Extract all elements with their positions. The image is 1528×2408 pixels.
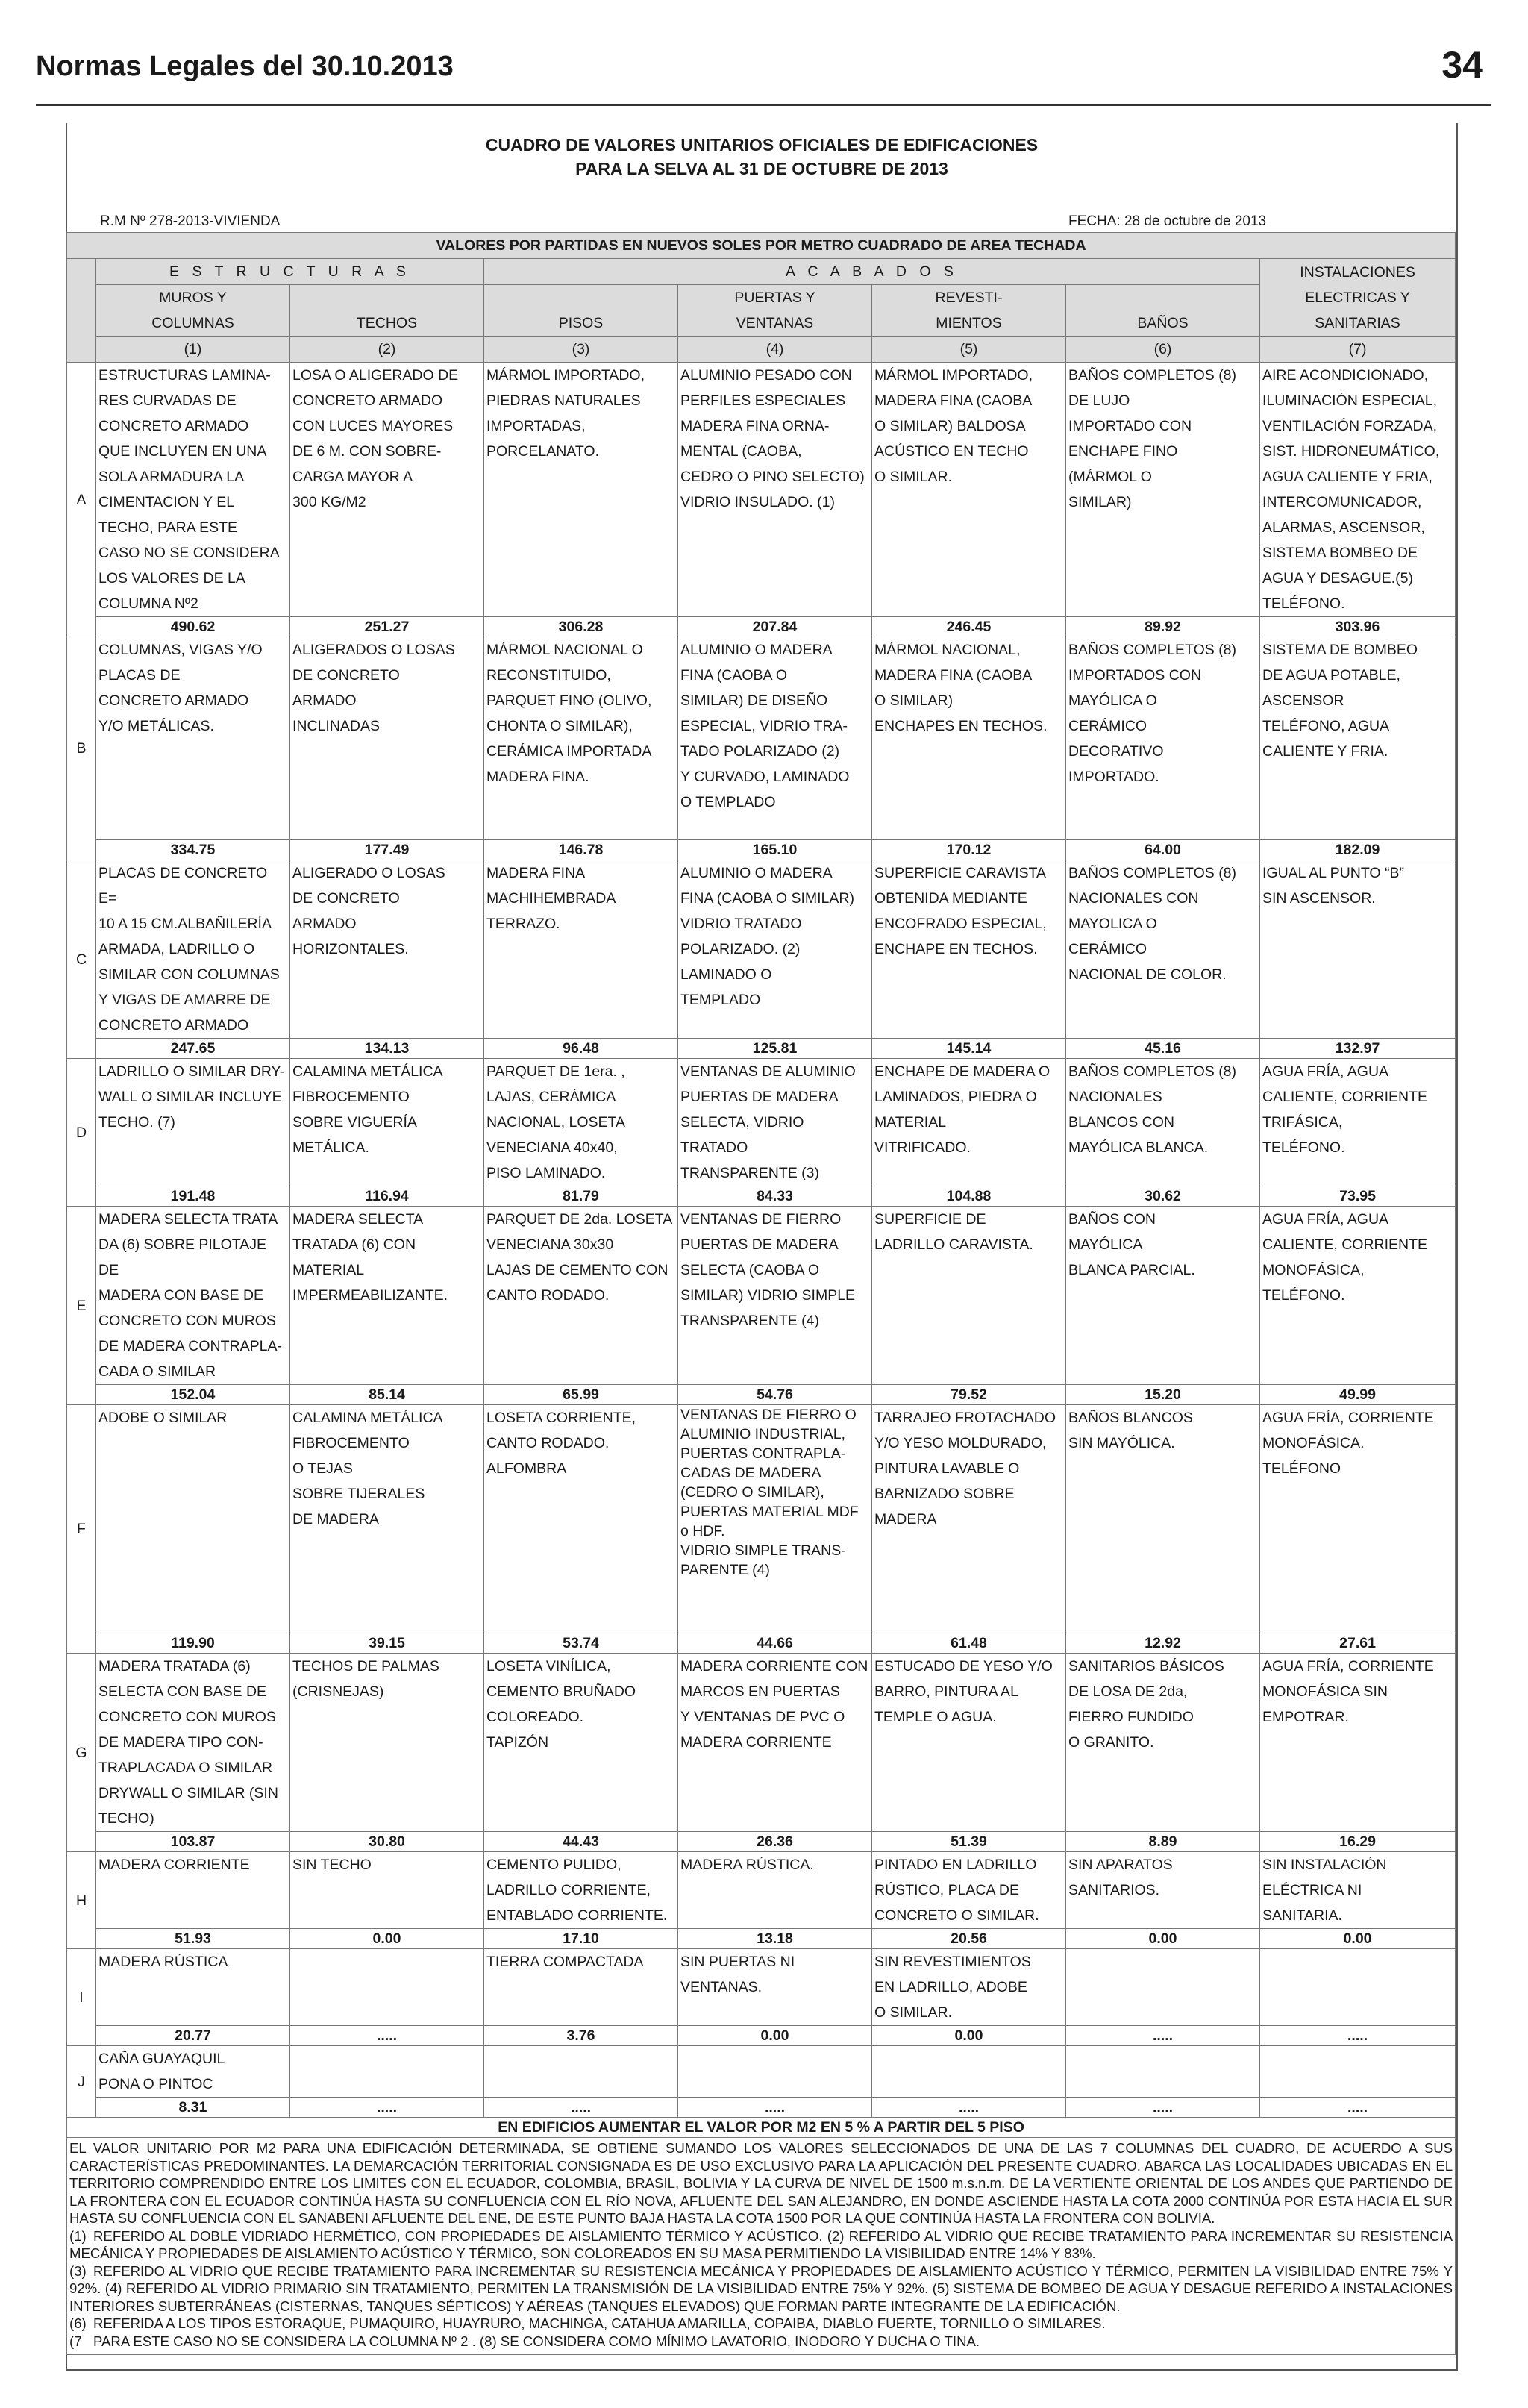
description-cell: LOSETA VINÍLICA, CEMENTO BRUÑADO COLOREADO. TAPIZÓN [484, 1654, 678, 1832]
description-cell [872, 2046, 1066, 2098]
category-letter: B [67, 637, 96, 860]
description-cell: MÁRMOL IMPORTADO, PIEDRAS NATURALES IMPORTADAS, PORCELANATO. [484, 363, 678, 617]
table-title [66, 133, 1458, 181]
description-cell: MADERA CORRIENTE [96, 1852, 290, 1929]
value-cell: 152.04 [96, 1385, 290, 1405]
footnote [69, 2262, 1453, 2315]
description-cell: ESTUCADO DE YESO Y/O BARRO, PINTURA AL TEMPLE O AGUA. [872, 1654, 1066, 1832]
column-header-1: MUROS Y COLUMNAS [96, 285, 290, 337]
column-number-3: (3) [484, 337, 678, 363]
value-row [67, 840, 1456, 860]
description-cell: VENTANAS DE ALUMINIO PUERTAS DE MADERA SELECTA, VIDRIO TRATADO TRANSPARENTE (3) [678, 1059, 872, 1186]
description-cell: ENCHAPE DE MADERA O LAMINADOS, PIEDRA O MATERIAL VITRIFICADO. [872, 1059, 1066, 1186]
value-cell: 0.00 [872, 2026, 1066, 2046]
category-row [67, 1852, 1456, 1929]
column-number-1: (1) [96, 337, 290, 363]
value-cell: 96.48 [484, 1039, 678, 1059]
description-cell: MÁRMOL NACIONAL O RECONSTITUIDO, PARQUET FINO (OLIVO, CHONTA O SIMILAR), CERÁMICA IMPORTADA MADERA FINA. [484, 637, 678, 840]
description-cell: SUPERFICIE DE LADRILLO CARAVISTA. [872, 1207, 1066, 1385]
description-cell: PLACAS DE CONCRETO E= 10 A 15 CM.ALBAÑILERÍA ARMADA, LADRILLO O SIMILAR CON COLUMNAS Y VIGAS DE AMARRE DE CONCRETO ARMADO [96, 860, 290, 1039]
value-row [67, 2098, 1456, 2118]
description-cell: AGUA FRÍA, CORRIENTE MONOFÁSICA. TELÉFONO [1260, 1405, 1456, 1633]
description-cell: CAÑA GUAYAQUIL PONA O PINTOC [96, 2046, 290, 2098]
value-cell: 89.92 [1066, 617, 1260, 637]
value-cell: ..... [1066, 2026, 1260, 2046]
description-cell: BAÑOS COMPLETOS (8) NACIONALES CON MAYOLICA O CERÁMICO NACIONAL DE COLOR. [1066, 860, 1260, 1039]
value-cell: 81.79 [484, 1186, 678, 1207]
description-cell: SIN INSTALACIÓN ELÉCTRICA NI SANITARIA. [1260, 1852, 1456, 1929]
value-cell: 246.45 [872, 617, 1066, 637]
value-cell: 132.97 [1260, 1039, 1456, 1059]
category-letter: A [67, 363, 96, 637]
value-cell: 65.99 [484, 1385, 678, 1405]
publication-title: Normas Legales del 30.10.2013 [36, 51, 454, 82]
value-cell: 20.77 [96, 2026, 290, 2046]
description-cell: MADERA SELECTA TRATA DA (6) SOBRE PILOTAJE DE MADERA CON BASE DE CONCRETO CON MUROS DE MADERA CONTRAPLA- CADA O SIMILAR [96, 1207, 290, 1385]
description-cell: IGUAL AL PUNTO “B” SIN ASCENSOR. [1260, 860, 1456, 1039]
value-cell: ..... [290, 2026, 484, 2046]
value-row [67, 1039, 1456, 1059]
description-cell: AIRE ACONDICIONADO, ILUMINACIÓN ESPECIAL, VENTILACIÓN FORZADA, SIST. HIDRONEUMÁTICO, AGUA CALIENTE Y FRIA, INTERCOMUNICADOR, ALARMAS, ASCENSOR, SISTEMA BOMBEO DE AGUA Y DESAGUE.(5) TELÉFONO. [1260, 363, 1456, 617]
value-cell: 45.16 [1066, 1039, 1260, 1059]
description-cell: MÁRMOL NACIONAL, MADERA FINA (CAOBA O SIMILAR) ENCHAPES EN TECHOS. [872, 637, 1066, 840]
value-cell: 51.39 [872, 1832, 1066, 1852]
category-letter: G [67, 1654, 96, 1852]
value-cell: 119.90 [96, 1633, 290, 1654]
value-cell: 49.99 [1260, 1385, 1456, 1405]
description-cell: LADRILLO O SIMILAR DRY- WALL O SIMILAR INCLUYE TECHO. (7) [96, 1059, 290, 1186]
description-cell: TECHOS DE PALMAS (CRISNEJAS) [290, 1654, 484, 1832]
value-cell: 104.88 [872, 1186, 1066, 1207]
description-cell: MADERA CORRIENTE CON MARCOS EN PUERTAS Y VENTANAS DE PVC O MADERA CORRIENTE [678, 1654, 872, 1832]
description-cell: PINTADO EN LADRILLO RÚSTICO, PLACA DE CONCRETO O SIMILAR. [872, 1852, 1066, 1929]
description-cell: BAÑOS COMPLETOS (8) DE LUJO IMPORTADO CON ENCHAPE FINO (MÁRMOL O SIMILAR) [1066, 363, 1260, 617]
footnote-text: PARA ESTE CASO NO SE CONSIDERA LA COLUMNA Nº 2 . (8) SE CONSIDERA COMO MÍNIMO LAVATORIO, INODORO Y DUCHA O TINA. [93, 2333, 980, 2349]
value-cell: 44.43 [484, 1832, 678, 1852]
value-cell: ..... [290, 2098, 484, 2118]
value-cell: 79.52 [872, 1385, 1066, 1405]
value-cell: 0.00 [1260, 1929, 1456, 1949]
value-row [67, 1186, 1456, 1207]
value-cell: 84.33 [678, 1186, 872, 1207]
description-cell: BAÑOS CON MAYÓLICA BLANCA PARCIAL. [1066, 1207, 1260, 1385]
category-row [67, 2046, 1456, 2098]
value-cell: 61.48 [872, 1633, 1066, 1654]
value-cell: ..... [484, 2098, 678, 2118]
footnote-text: REFERIDO AL VIDRIO QUE RECIBE TRATAMIENTO PARA INCREMENTAR SU RESISTENCIA MECÁNICA Y PROPIEDADES DE AISLAMIENTO ACÚSTICO Y TÉRMICO, PERMITEN LA VISIBILIDAD ENTRE 75% Y 92%. (4) REFERIDO AL VIDRIO PRIMARIO SIN TRATAMIENTO, PERMITEN LA TRANSMISIÓN DE LA VISIBILIDAD ENTRE 75% Y 92%. (5) SISTEMA DE BOMBEO DE AGUA Y DESAGUE REFERIDO A INSTALACIONES INTERIORES SUBTERRÁNEAS (CISTERNAS, TANQUES SÉPTICOS) Y AÉREAS (TANQUES ELEVADOS) QUE FORMAN PARTE INTEGRANTE DE LA EDIFICACIÓN. [69, 2262, 1453, 2314]
description-cell: MÁRMOL IMPORTADO, MADERA FINA (CAOBA O SIMILAR) BALDOSA ACÚSTICO EN TECHO O SIMILAR. [872, 363, 1066, 617]
value-cell: ..... [1260, 2098, 1456, 2118]
value-row [67, 2026, 1456, 2046]
description-cell [484, 2046, 678, 2098]
value-cell: 8.89 [1066, 1832, 1260, 1852]
value-cell: 490.62 [96, 617, 290, 637]
value-row [67, 1385, 1456, 1405]
description-cell: BAÑOS COMPLETOS (8) NACIONALES BLANCOS CON MAYÓLICA BLANCA. [1066, 1059, 1260, 1186]
description-cell [678, 2046, 872, 2098]
category-row [67, 1405, 1456, 1633]
column-header-5: REVESTI- MIENTOS [872, 285, 1066, 337]
value-cell: 13.18 [678, 1929, 872, 1949]
value-cell: 177.49 [290, 840, 484, 860]
footnote-number: (7 [69, 2333, 82, 2349]
description-cell: AGUA FRÍA, AGUA CALIENTE, CORRIENTE MONOFÁSICA, TELÉFONO. [1260, 1207, 1456, 1385]
description-cell: TIERRA COMPACTADA [484, 1949, 678, 2026]
category-letter: J [67, 2046, 96, 2118]
description-cell: ALUMINIO PESADO CON PERFILES ESPECIALES MADERA FINA ORNA- MENTAL (CAOBA, CEDRO O PINO SELECTO) VIDRIO INSULADO. (1) [678, 363, 872, 617]
description-cell: MADERA SELECTA TRATADA (6) CON MATERIAL IMPERMEABILIZANTE. [290, 1207, 484, 1385]
value-cell: ..... [872, 2098, 1066, 2118]
value-cell: 0.00 [678, 2026, 872, 2046]
value-row [67, 617, 1456, 637]
column-header-3: PISOS [484, 285, 678, 337]
column-header-7: INSTALACIONES ELECTRICAS Y SANITARIAS [1260, 259, 1456, 337]
description-cell: ESTRUCTURAS LAMINA- RES CURVADAS DE CONCRETO ARMADO QUE INCLUYEN EN UNA SOLA ARMADURA LA CIMENTACION Y EL TECHO, PARA ESTE CASO NO SE CONSIDERA LOS VALORES DE LA COLUMNA Nº2 [96, 363, 290, 617]
description-cell: PARQUET DE 1era. , LAJAS, CERÁMICA NACIONAL, LOSETA VENECIANA 40x40, PISO LAMINADO. [484, 1059, 678, 1186]
description-cell [1260, 2046, 1456, 2098]
group-acabados: A C A B A D O S [484, 259, 1260, 285]
description-cell: COLUMNAS, VIGAS Y/O PLACAS DE CONCRETO ARMADO Y/O METÁLICAS. [96, 637, 290, 840]
value-cell: 334.75 [96, 840, 290, 860]
description-cell: LOSA O ALIGERADO DE CONCRETO ARMADO CON LUCES MAYORES DE 6 M. CON SOBRE- CARGA MAYOR A 300 KG/M2 [290, 363, 484, 617]
description-cell [1066, 2046, 1260, 2098]
description-cell: CALAMINA METÁLICA FIBROCEMENTO O TEJAS SOBRE TIJERALES DE MADERA [290, 1405, 484, 1633]
resolution-number: R.M Nº 278-2013-VIVIENDA [100, 213, 281, 229]
increase-note: EN EDIFICIOS AUMENTAR EL VALOR POR M2 EN 5 % A PARTIR DEL 5 PISO [67, 2118, 1456, 2138]
description-cell: SIN REVESTIMIENTOS EN LADRILLO, ADOBE O SIMILAR. [872, 1949, 1066, 2026]
category-letter: F [67, 1405, 96, 1654]
description-cell: AGUA FRÍA, CORRIENTE MONOFÁSICA SIN EMPOTRAR. [1260, 1654, 1456, 1832]
description-cell [290, 2046, 484, 2098]
category-letter: E [67, 1207, 96, 1405]
value-cell: 30.80 [290, 1832, 484, 1852]
category-letter: H [67, 1852, 96, 1949]
value-cell: 134.13 [290, 1039, 484, 1059]
description-cell: MADERA FINA MACHIHEMBRADA TERRAZO. [484, 860, 678, 1039]
footnote-text: REFERIDO AL DOBLE VIDRIADO HERMÉTICO, CON PROPIEDADES DE AISLAMIENTO TÉRMICO Y ACÚSTICO. (2) REFERIDO AL VIDRIO QUE RECIBE TRATAMIENTO PARA INCREMENTAR SU RESISTENCIA MECÁNICA Y PROPIEDADES DE AISLAMIENTO ACÚSTICO Y TÉRMICO, SON COLOREADOS EN SU MASA PERMITIENDO LA VISIBILIDAD ENTRE 14% Y 83%. [69, 2227, 1453, 2261]
column-header-4: PUERTAS Y VENTANAS [678, 285, 872, 337]
header-rule [36, 104, 1491, 106]
description-cell: TARRAJEO FROTACHADO Y/O YESO MOLDURADO, PINTURA LAVABLE O BARNIZADO SOBRE MADERA [872, 1405, 1066, 1633]
category-row [67, 1207, 1456, 1385]
value-cell: 54.76 [678, 1385, 872, 1405]
description-cell: SIN TECHO [290, 1852, 484, 1929]
value-cell: 303.96 [1260, 617, 1456, 637]
column-number-5: (5) [872, 337, 1066, 363]
value-cell: 251.27 [290, 617, 484, 637]
value-row [67, 1832, 1456, 1852]
corner-cell [67, 259, 96, 363]
value-cell: 64.00 [1066, 840, 1260, 860]
column-number-2: (2) [290, 337, 484, 363]
column-number-4: (4) [678, 337, 872, 363]
value-cell: 27.61 [1260, 1633, 1456, 1654]
description-cell: SISTEMA DE BOMBEO DE AGUA POTABLE, ASCENSOR TELÉFONO, AGUA CALIENTE Y FRIA. [1260, 637, 1456, 840]
description-cell: VENTANAS DE FIERRO O ALUMINIO INDUSTRIAL, PUERTAS CONTRAPLA- CADAS DE MADERA (CEDRO O SIMILAR), PUERTAS MATERIAL MDF o HDF. VIDRIO SIMPLE TRANS- PARENTE (4) [678, 1405, 872, 1633]
description-cell: MADERA RÚSTICA [96, 1949, 290, 2026]
description-cell: VENTANAS DE FIERRO PUERTAS DE MADERA SELECTA (CAOBA O SIMILAR) VIDRIO SIMPLE TRANSPARENTE (4) [678, 1207, 872, 1385]
description-cell: MADERA RÚSTICA. [678, 1852, 872, 1929]
group-estructuras: E S T R U C T U R A S [96, 259, 484, 285]
description-cell: SIN APARATOS SANITARIOS. [1066, 1852, 1260, 1929]
description-cell: PARQUET DE 2da. LOSETA VENECIANA 30x30 LAJAS DE CEMENTO CON CANTO RODADO. [484, 1207, 678, 1385]
footnote-text: REFERIDA A LOS TIPOS ESTORAQUE, PUMAQUIRO, HUAYRURO, MACHINGA, CATAHUA AMARILLA, COPAIBA, DIABLO FUERTE, TORNILLO O SIMILARES. [93, 2315, 1106, 2331]
value-cell: ..... [1066, 2098, 1260, 2118]
description-cell: ADOBE O SIMILAR [96, 1405, 290, 1633]
value-cell: 53.74 [484, 1633, 678, 1654]
value-cell: 73.95 [1260, 1186, 1456, 1207]
footer-notes [67, 2138, 1456, 2355]
description-cell [1260, 1949, 1456, 2026]
description-cell: BAÑOS BLANCOS SIN MAYÓLICA. [1066, 1405, 1260, 1633]
table-body [67, 233, 1456, 2355]
description-cell [290, 1949, 484, 2026]
category-row [67, 860, 1456, 1039]
value-cell: 16.29 [1260, 1832, 1456, 1852]
footnote [69, 2227, 1453, 2262]
category-letter: I [67, 1949, 96, 2046]
value-cell: 0.00 [290, 1929, 484, 1949]
value-cell: 39.15 [290, 1633, 484, 1654]
value-cell: 85.14 [290, 1385, 484, 1405]
description-cell: CALAMINA METÁLICA FIBROCEMENTO SOBRE VIGUERÍA METÁLICA. [290, 1059, 484, 1186]
table-title-line2: PARA LA SELVA AL 31 DE OCTUBRE DE 2013 [575, 159, 948, 178]
value-cell: 207.84 [678, 617, 872, 637]
description-cell: MADERA TRATADA (6) SELECTA CON BASE DE CONCRETO CON MUROS DE MADERA TIPO CON- TRAPLACADA O SIMILAR DRYWALL O SIMILAR (SIN TECHO) [96, 1654, 290, 1832]
value-cell: 145.14 [872, 1039, 1066, 1059]
description-cell: SUPERFICIE CARAVISTA OBTENIDA MEDIANTE ENCOFRADO ESPECIAL, ENCHAPE EN TECHOS. [872, 860, 1066, 1039]
value-cell: 191.48 [96, 1186, 290, 1207]
value-cell: ..... [1260, 2026, 1456, 2046]
category-letter: D [67, 1059, 96, 1207]
category-row [67, 1059, 1456, 1186]
value-cell: 146.78 [484, 840, 678, 860]
description-cell: ALIGERADO O LOSAS DE CONCRETO ARMADO HORIZONTALES. [290, 860, 484, 1039]
valuation-table [66, 232, 1456, 2355]
value-cell: 247.65 [96, 1039, 290, 1059]
value-cell: 103.87 [96, 1832, 290, 1852]
footnote-number: (6) [69, 2315, 87, 2331]
category-row [67, 637, 1456, 840]
description-cell: AGUA FRÍA, AGUA CALIENTE, CORRIENTE TRIFÁSICA, TELÉFONO. [1260, 1059, 1456, 1186]
description-cell: SIN PUERTAS NI VENTANAS. [678, 1949, 872, 2026]
footer-paragraph: EL VALOR UNITARIO POR M2 PARA UNA EDIFICACIÓN DETERMINADA, SE OBTIENE SUMANDO LOS VALORES SELECCIONADOS DE UNA DE LAS 7 COLUMNAS DEL CUADRO, DE ACUERDO A SUS CARACTERÍSTICAS PREDOMINANTES. LA DEMARCACIÓN TERRITORIAL CONSIGNADA ES DE USO EXCLUSIVO PARA LA APLICACIÓN DEL PRESENTE CUADRO. ABARCA LAS LOCALIDADES UBICADAS EN EL TERRITORIO COMPRENDIDO ENTRE LOS LIMITES CON EL ECUADOR, COLOMBIA, BRASIL, BOLIVIA Y LA CURVA DE NIVEL DE 1500 m.s.n.m. DE LA VERTIENTE ORIENTAL DE LOS ANDES QUE PARTIENDO DE LA FRONTERA CON EL ECUADOR CONTINÚA HASTA SU CONFLUENCIA CON EL RÍO NOVA, AFLUENTE DEL SAN ALEJANDRO, EN DONDE ASCIENDE HASTA LA COTA 2000 CONTINÚA POR ESTA HACIA EL SUR HASTA SU CONFLUENCIA CON EL SANABENI AFLUENTE DEL ENE, DE ESTE PUNTO BAJA HASTA LA COTA 1500 POR LA QUE CONTINÚA HASTA LA FRONTERA CON BOLIVIA. [69, 2140, 1453, 2226]
value-cell: 44.66 [678, 1633, 872, 1654]
value-cell: 125.81 [678, 1039, 872, 1059]
footnote [69, 2333, 1453, 2351]
value-cell: 30.62 [1066, 1186, 1260, 1207]
description-cell [1066, 1949, 1260, 2026]
value-cell: 3.76 [484, 2026, 678, 2046]
value-cell: 51.93 [96, 1929, 290, 1949]
value-cell: 12.92 [1066, 1633, 1260, 1654]
value-cell: 8.31 [96, 2098, 290, 2118]
description-cell: SANITARIOS BÁSICOS DE LOSA DE 2da, FIERRO FUNDIDO O GRANITO. [1066, 1654, 1260, 1832]
value-cell: 0.00 [1066, 1929, 1260, 1949]
category-letter: C [67, 860, 96, 1059]
value-cell: 20.56 [872, 1929, 1066, 1949]
value-row [67, 1633, 1456, 1654]
value-cell: 306.28 [484, 617, 678, 637]
description-cell: BAÑOS COMPLETOS (8) IMPORTADOS CON MAYÓLICA O CERÁMICO DECORATIVO IMPORTADO. [1066, 637, 1260, 840]
value-cell: 182.09 [1260, 840, 1456, 860]
table-title-line1: CUADRO DE VALORES UNITARIOS OFICIALES DE EDIFICACIONES [485, 135, 1039, 154]
column-header-2: TECHOS [290, 285, 484, 337]
value-row [67, 1929, 1456, 1949]
value-cell: 26.36 [678, 1832, 872, 1852]
value-cell: ..... [678, 2098, 872, 2118]
description-cell: ALUMINIO O MADERA FINA (CAOBA O SIMILAR) VIDRIO TRATADO POLARIZADO. (2) LAMINADO O TEMPLADO [678, 860, 872, 1039]
values-header: VALORES POR PARTIDAS EN NUEVOS SOLES POR METRO CUADRADO DE AREA TECHADA [67, 233, 1456, 259]
value-cell: 170.12 [872, 840, 1066, 860]
value-cell: 17.10 [484, 1929, 678, 1949]
category-row [67, 363, 1456, 617]
value-cell: 165.10 [678, 840, 872, 860]
column-number-7: (7) [1260, 337, 1456, 363]
category-row [67, 1654, 1456, 1832]
description-cell: ALUMINIO O MADERA FINA (CAOBA O SIMILAR) DE DISEÑO ESPECIAL, VIDRIO TRA- TADO POLARIZADO (2) Y CURVADO, LAMINADO O TEMPLADO [678, 637, 872, 840]
category-row [67, 1949, 1456, 2026]
description-cell: CEMENTO PULIDO, LADRILLO CORRIENTE, ENTABLADO CORRIENTE. [484, 1852, 678, 1929]
column-header-6: BAÑOS [1066, 285, 1260, 337]
description-cell: ALIGERADOS O LOSAS DE CONCRETO ARMADO INCLINADAS [290, 637, 484, 840]
description-cell: LOSETA CORRIENTE, CANTO RODADO. ALFOMBRA [484, 1405, 678, 1633]
document-date: FECHA: 28 de octubre de 2013 [1068, 213, 1267, 229]
footnote-number: (1) [69, 2227, 87, 2244]
value-cell: 15.20 [1066, 1385, 1260, 1405]
value-cell: 116.94 [290, 1186, 484, 1207]
footnote-number: (3) [69, 2262, 87, 2279]
footnote [69, 2315, 1453, 2333]
page-number: 34 [1441, 44, 1483, 86]
column-number-6: (6) [1066, 337, 1260, 363]
